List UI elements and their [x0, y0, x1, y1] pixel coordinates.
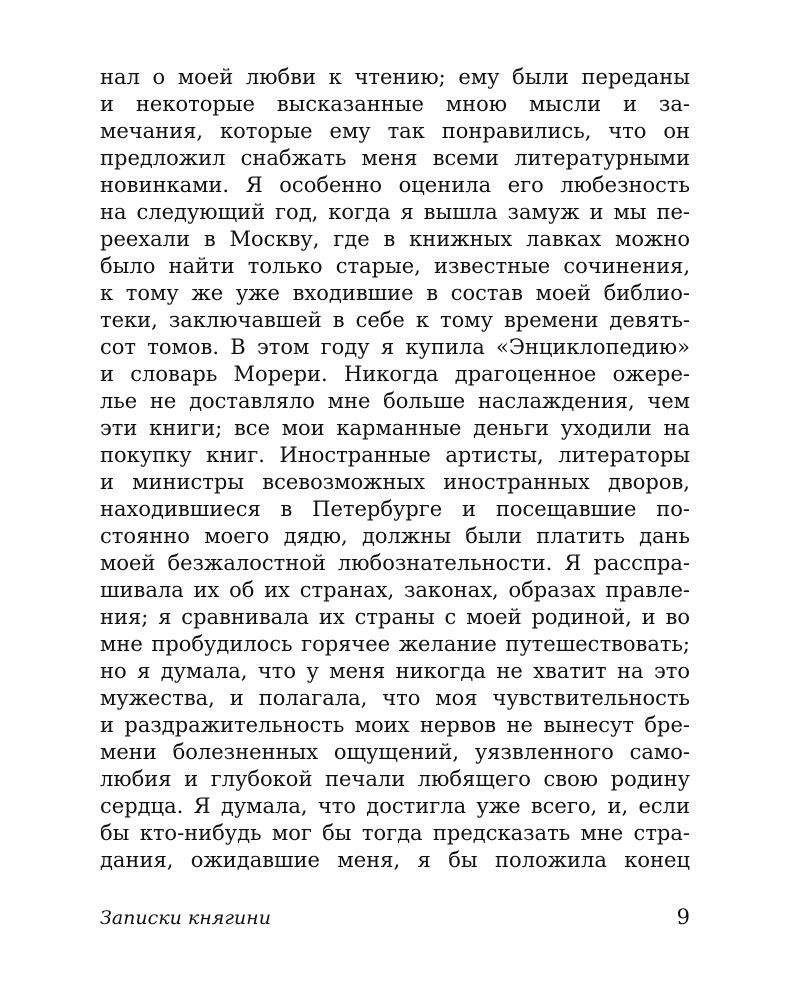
text-line: было найти только старые, известные сочинения,: [100, 254, 690, 278]
text-line: бы кто-нибудь мог бы тогда предсказать мне стра-: [100, 821, 690, 845]
text-line: и министры всевозможных иностранных дворов,: [100, 470, 690, 494]
text-line: шивала их об их странах, законах, образах правле-: [100, 578, 690, 602]
page-body-text: [100, 64, 690, 874]
text-line: мне пробудилось горячее желание путешествовать;: [100, 632, 690, 656]
text-line: стоянно моего дядю, должны были платить дань: [100, 524, 690, 548]
text-line: на следующий год, когда я вышла замуж и мы пе-: [100, 200, 690, 224]
text-line: ния; я сравнивала их страны с моей родиной, и во: [100, 605, 690, 629]
page-number: 9: [676, 905, 690, 929]
text-line: моей безжалостной любознательности. Я расспра-: [100, 551, 690, 575]
text-line: и раздражительность моих нервов не вынесут бре-: [100, 713, 690, 737]
text-line: мечания, которые ему так понравились, что он: [100, 119, 690, 143]
text-line: мужества, и полагала, что моя чувствительность: [100, 686, 690, 710]
text-line: мени болезненных ощущений, уязвленного само-: [100, 740, 690, 764]
running-title: Записки княгини: [100, 907, 271, 929]
text-line: лье не доставляло мне больше наслаждения, чем: [100, 389, 690, 413]
text-line: реехали в Москву, где в книжных лавках можно: [100, 227, 690, 251]
text-line: теки, заключавшей в себе к тому времени девять-: [100, 308, 690, 332]
text-line: нал о моей любви к чтению; ему были переданы: [100, 65, 690, 89]
text-line: новинками. Я особенно оценила его любезность: [100, 173, 690, 197]
text-line: сот томов. В этом году я купила «Энциклопедию»: [100, 335, 690, 359]
text-line: и словарь Морери. Никогда драгоценное ожере-: [100, 362, 690, 386]
text-line: и некоторые высказанные мною мысли и за-: [100, 92, 690, 116]
text-line: к тому же уже входившие в состав моей библио-: [100, 281, 690, 305]
text-line: но я думала, что у меня никогда не хватит на это: [100, 659, 690, 683]
text-line: находившиеся в Петербурге и посещавшие по-: [100, 497, 690, 521]
page-footer: [100, 905, 690, 935]
text-line: сердца. Я думала, что достигла уже всего, и, если: [100, 794, 690, 818]
text-line: дания, ожидавшие меня, я бы положила конец: [100, 848, 690, 872]
text-line: эти книги; все мои карманные деньги уходили на: [100, 416, 690, 440]
text-line: предложил снабжать меня всеми литературными: [100, 146, 690, 170]
text-line: любия и глубокой печали любящего свою родину: [100, 767, 690, 791]
text-line: покупку книг. Иностранные артисты, литераторы: [100, 443, 690, 467]
